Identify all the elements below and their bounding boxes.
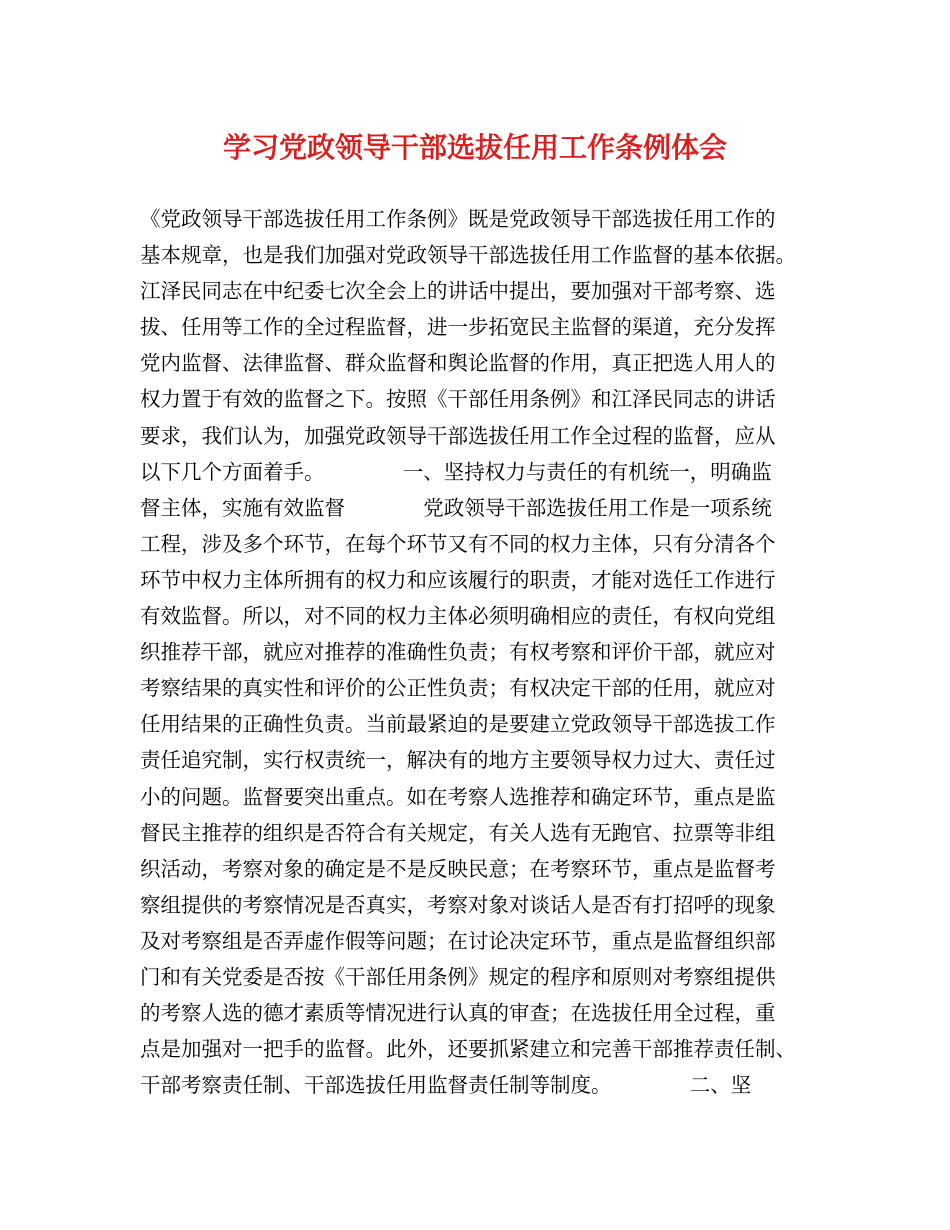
document-title: 学习党政领导干部选拔任用工作条例体会 bbox=[222, 131, 727, 164]
body-line: 有效监督。所以，对不同的权力主体必须明确相应的责任，有权向党组 bbox=[140, 604, 776, 629]
body-line: 工程，涉及多个环节，在每个环节又有不同的权力主体，只有分清各个 bbox=[140, 531, 776, 556]
body-line: 察组提供的考察情况是否真实，考察对象对谈话人是否有打招呼的现象 bbox=[140, 892, 776, 917]
body-line: 权力置于有效的监督之下。按照《干部任用条例》和江泽民同志的讲话 bbox=[140, 387, 776, 412]
body-line: 小的问题。监督要突出重点。如在考察人选推荐和确定环节，重点是监 bbox=[140, 784, 776, 809]
body-line: 的考察人选的德才素质等情况进行认真的审查；在选拔任用全过程，重 bbox=[140, 1001, 776, 1026]
body-line: 干部考察责任制、干部选拔任用监督责任制等制度。 二、坚 bbox=[140, 1073, 752, 1098]
body-line: 以下几个方面着手。 一、坚持权力与责任的有机统一，明确监 bbox=[140, 459, 772, 484]
body-line: 要求，我们认为，加强党政领导干部选拔任用工作全过程的监督，应从 bbox=[140, 423, 776, 448]
body-line: 任用结果的正确性负责。当前最紧迫的是要建立党政领导干部选拔工作 bbox=[140, 712, 776, 737]
body-line: 江泽民同志在中纪委七次全会上的讲话中提出，要加强对干部考察、选 bbox=[140, 279, 776, 304]
body-line: 点是加强对一把手的监督。此外，还要抓紧建立和完善干部推荐责任制、 bbox=[140, 1037, 796, 1062]
document-body bbox=[140, 201, 840, 1103]
body-line: 督民主推荐的组织是否符合有关规定，有关人选有无跑官、拉票等非组 bbox=[140, 820, 776, 845]
body-line: 织活动，考察对象的确定是不是反映民意；在考察环节，重点是监督考 bbox=[140, 856, 776, 881]
body-line: 责任追究制，实行权责统一，解决有的地方主要领导权力过大、责任过 bbox=[140, 748, 776, 773]
body-line: 门和有关党委是否按《干部任用条例》规定的程序和原则对考察组提供 bbox=[140, 964, 776, 989]
body-line: 拔、任用等工作的全过程监督，进一步拓宽民主监督的渠道，充分发挥 bbox=[140, 315, 776, 340]
body-line: 考察结果的真实性和评价的公正性负责；有权决定干部的任用，就应对 bbox=[140, 676, 776, 701]
body-line: 《党政领导干部选拔任用工作条例》既是党政领导干部选拔任用工作的 bbox=[140, 207, 776, 231]
body-line: 织推荐干部，就应对推荐的准确性负责；有权考察和评价干部，就应对 bbox=[140, 640, 776, 665]
body-line: 基本规章，也是我们加强对党政领导干部选拔任用工作监督的基本依据。 bbox=[140, 243, 796, 268]
body-line: 督主体，实施有效监督 党政领导干部选拔任用工作是一项系统 bbox=[140, 495, 772, 520]
body-line: 党内监督、法律监督、群众监督和舆论监督的作用，真正把选人用人的 bbox=[140, 351, 776, 376]
body-line: 环节中权力主体所拥有的权力和应该履行的职责，才能对选任工作进行 bbox=[140, 567, 776, 592]
body-line: 及对考察组是否弄虚作假等问题；在讨论决定环节，重点是监督组织部 bbox=[140, 928, 776, 953]
